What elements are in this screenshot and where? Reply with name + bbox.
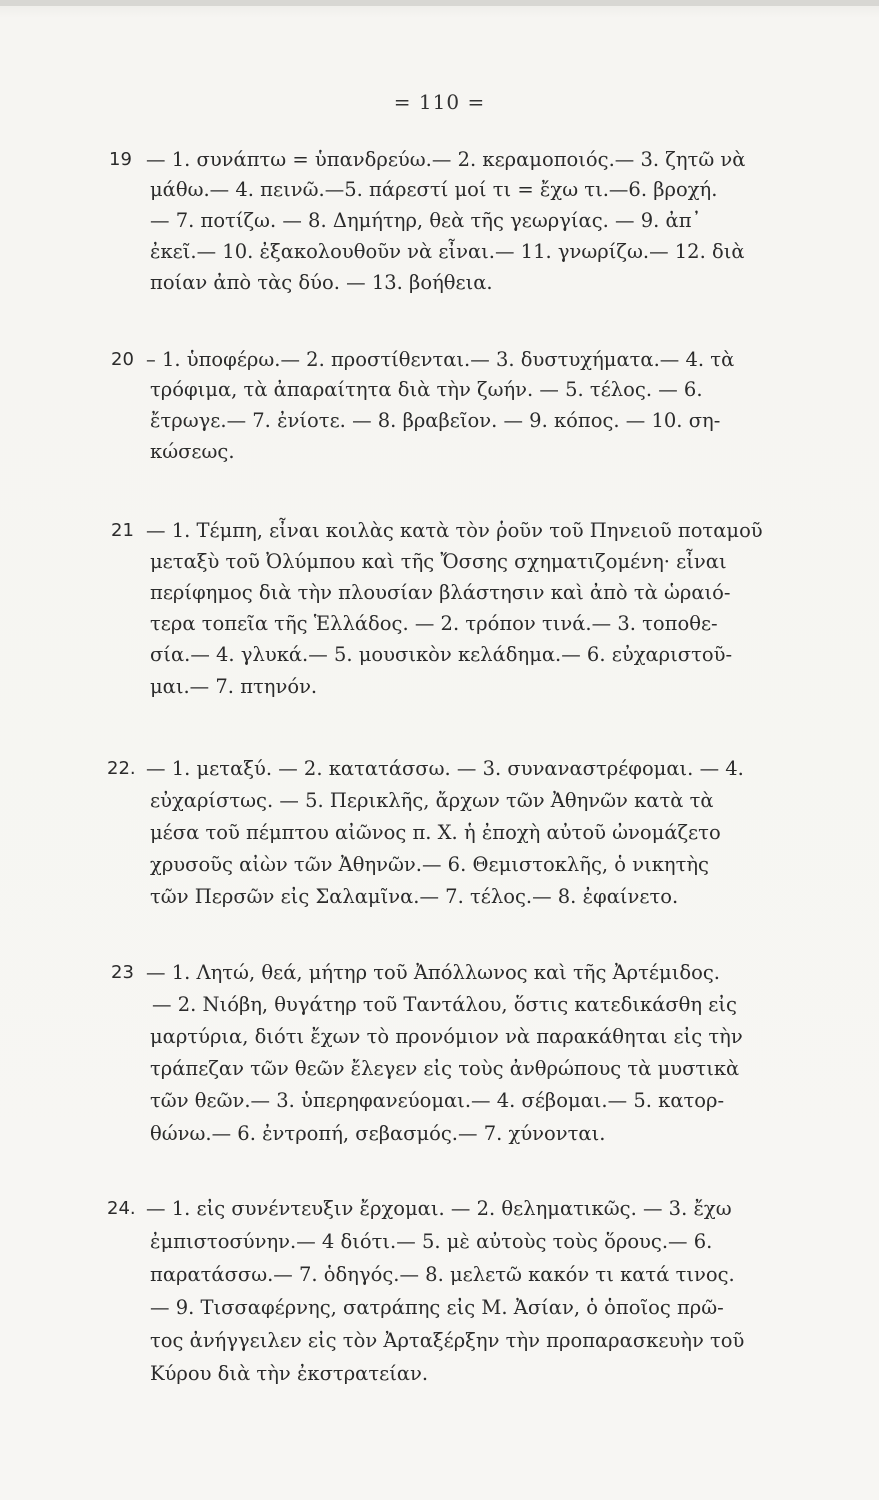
text-line: — 1. εἰς συνέντευξιν ἔρχομαι. — 2. θεληματικῶς. — 3. ἔχω [146,1197,732,1220]
text-line: ἐμπιστοσύνην.— 4 διότι.— 5. μὲ αὐτοὺς τοὺς ὅρους.— 6. [150,1230,713,1253]
text-line: μάθω.— 4. πεινῶ.—5. πάρεστί μοί τι = ἔχω τι.—6. βροχή. [150,178,718,201]
text-line: Κύρου διὰ τὴν ἐκστρατείαν. [150,1362,429,1385]
text-line: τῶν Περσῶν εἰς Σαλαμῖνα.— 7. τέλος.— 8. ἐφαίνετο. [150,885,679,908]
text-line: θώνω.— 6. ἐντροπή, σεβασμός.— 7. χύνονται. [150,1122,606,1145]
text-line: μέσα τοῦ πέμπτου αἰῶνος π. Χ. ἡ ἐποχὴ αὐτοῦ ὠνομάζετο [150,821,721,844]
text-line: ποίαν ἀπὸ τὰς δύο. — 13. βοήθεια. [150,271,493,294]
text-line: – 1. ὑποφέρω.— 2. προστίθενται.— 3. δυστυχήματα.— 4. τὰ [146,348,735,371]
text-line: παρατάσσω.— 7. ὁδηγός.— 8. μελετῶ κακόν τι κατά τινος. [150,1263,735,1286]
section-number: 24. [107,1198,136,1219]
section-number: 22. [107,758,136,779]
text-line: περίφημος διὰ τὴν πλουσίαν βλάστησιν καὶ ἀπὸ τὰ ὡραιό- [150,581,731,604]
section-number: 19 [109,149,132,170]
text-line: τος ἀνήγγειλεν εἰς τὸν Ἀρταξέρξην τὴν προπαρασκευὴν τοῦ [150,1329,745,1352]
text-line: κώσεως. [150,440,235,463]
page-top-edge [0,0,879,6]
text-line: τράπεζαν τῶν θεῶν ἔλεγεν εἰς τοὺς ἀνθρώπους τὰ μυστικὰ [150,1057,740,1080]
text-line: — 1. Τέμπη, εἶναι κοιλὰς κατὰ τὸν ῥοῦν τοῦ Πηνειοῦ ποταμοῦ [146,519,763,542]
text-line: — 1. συνάπτω = ὑπανδρεύω.— 2. κεραμοποιός.— 3. ζητῶ νὰ [146,148,746,171]
text-line: — 2. Νιόβη, θυγάτηρ τοῦ Ταντάλου, ὅστις κατεδικάσθη εἰς [152,993,737,1016]
text-line: τερα τοπεῖα τῆς Ἑλλάδος. — 2. τρόπον τινά.— 3. τοποθε- [150,612,718,635]
text-line: — 1. Λητώ, θεά, μήτηρ τοῦ Ἀπόλλωνος καὶ τῆς Ἀρτέμιδος. [146,961,720,984]
page-number: = 110 = [393,90,486,114]
section-number: 20 [111,349,134,370]
text-line: χρυσοῦς αἰὼν τῶν Ἀθηνῶν.— 6. Θεμιστοκλῆς, ὁ νικητὴς [150,853,709,876]
text-line: ἔτρωγε.— 7. ἐνίοτε. — 8. βραβεῖον. — 9. κόπος. — 10. ση- [150,409,721,432]
text-line: μαρτύρια, διότι ἔχων τὸ προνόμιον νὰ παρακάθηται εἰς τὴν [150,1025,743,1048]
section-number: 21 [111,520,134,541]
text-line: τρόφιμα, τὰ ἀπαραίτητα διὰ τὴν ζωήν. — 5. τέλος. — 6. [150,378,703,401]
text-line: — 1. μεταξύ. — 2. κατατάσσω. — 3. συναναστρέφομαι. — 4. [146,757,744,780]
text-line: μεταξὺ τοῦ Ὀλύμπου καὶ τῆς Ὄσσης σχηματιζομένη· εἶναι [150,550,727,573]
text-line: σία.— 4. γλυκά.— 5. μουσικὸν κελάδημα.— 6. εὐχαριστοῦ- [150,643,733,666]
text-line: μαι.— 7. πτηνόν. [150,675,318,698]
text-line: εὐχαρίστως. — 5. Περικλῆς, ἄρχων τῶν Ἀθηνῶν κατὰ τὰ [150,789,714,812]
section-number: 23 [111,962,134,983]
text-line: ἐκεῖ.— 10. ἐξακολουθοῦν νὰ εἶναι.— 11. γνωρίζω.— 12. διὰ [150,240,745,263]
text-line: τῶν θεῶν.— 3. ὑπερηφανεύομαι.— 4. σέβομαι.— 5. κατορ- [150,1089,725,1112]
text-line: — 9. Τισσαφέρνης, σατράπης εἰς Μ. Ἀσίαν, ὁ ὁποῖος πρῶ- [150,1296,724,1319]
text-line: — 7. ποτίζω. — 8. Δημήτηρ, θεὰ τῆς γεωργίας. — 9. ἀπ᾽ [150,209,702,232]
